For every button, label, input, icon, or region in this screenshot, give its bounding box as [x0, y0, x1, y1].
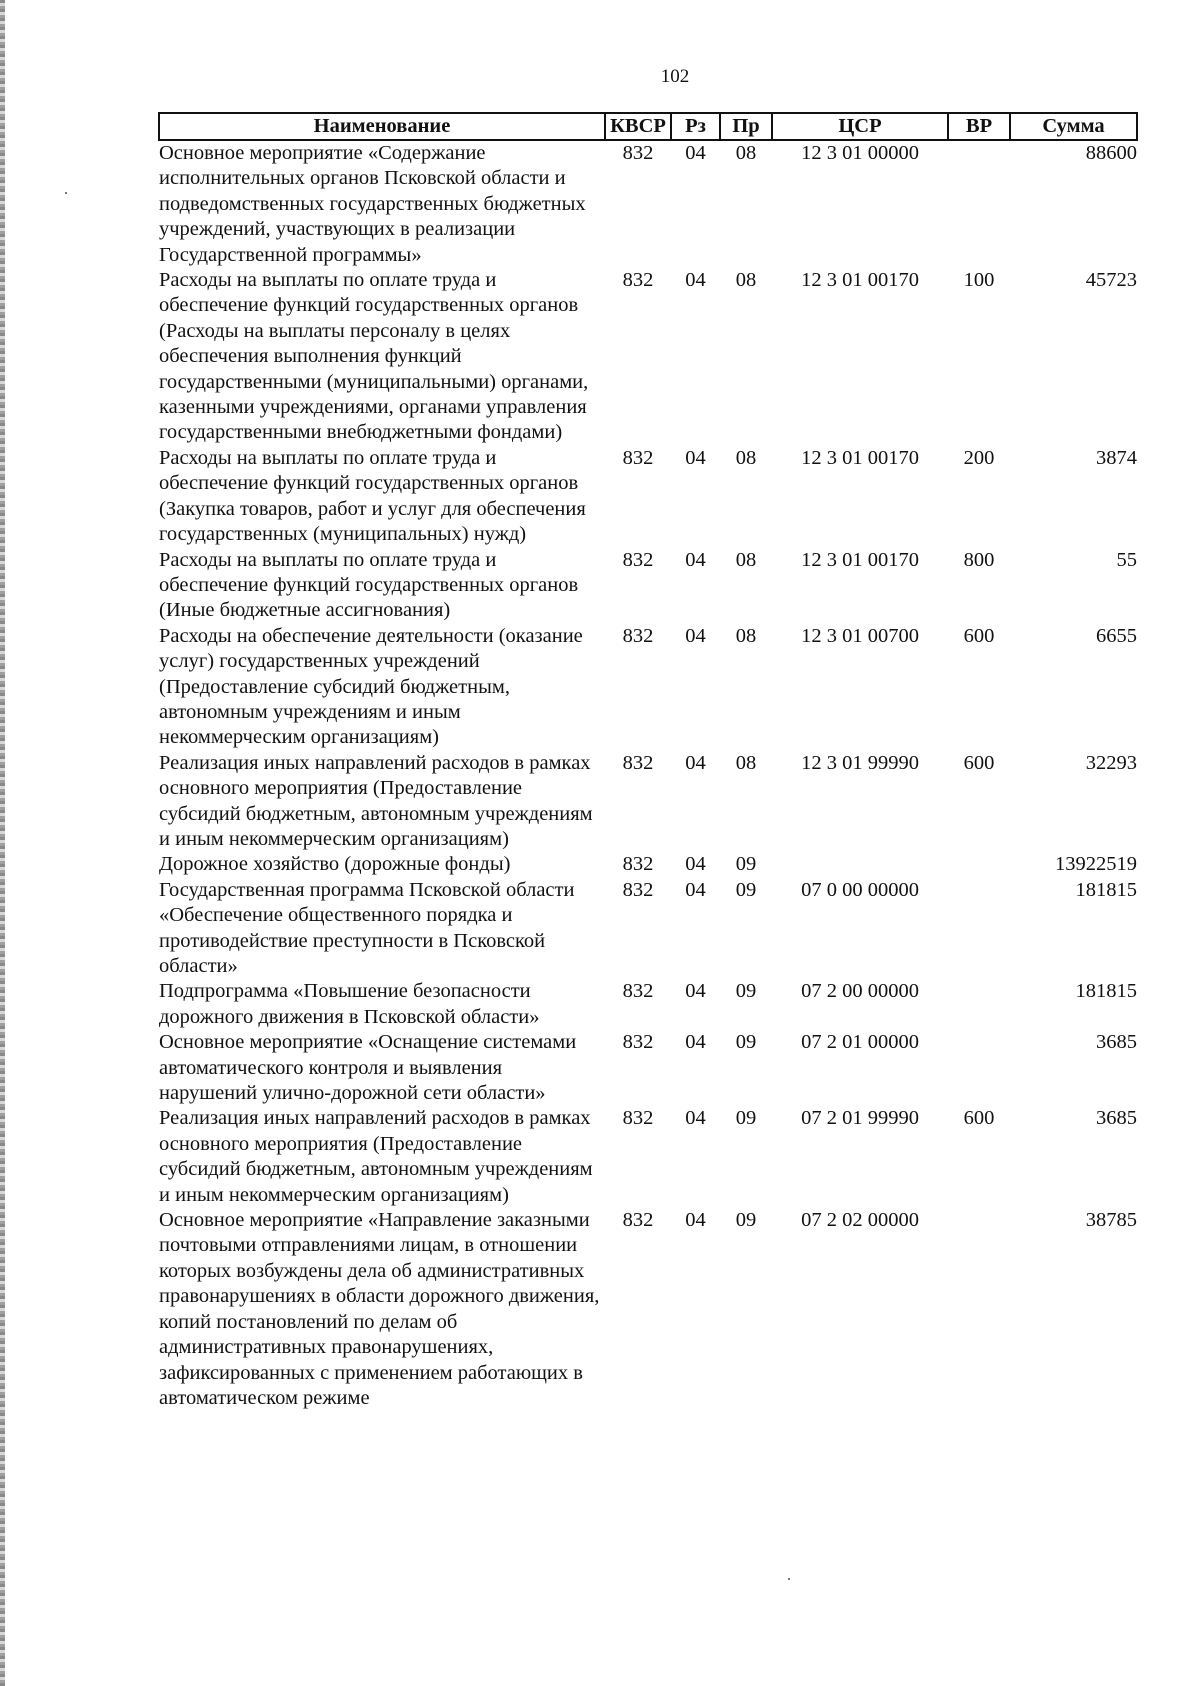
table-row: [159, 878, 1137, 980]
row-csr: 12 3 01 00000: [801, 142, 919, 164]
scan-speck: [788, 1578, 790, 1580]
row-pr: 08: [735, 446, 757, 469]
row-vr: [948, 878, 1010, 980]
row-sum: 3685: [1096, 1107, 1137, 1130]
row-csr: 07 2 00 00000: [801, 980, 919, 1003]
header-kvsr: КВСР: [605, 113, 671, 140]
row-sum: 45723: [1085, 269, 1137, 292]
row-rz: 04: [685, 1031, 706, 1054]
table-row: [159, 1106, 1137, 1208]
table-row: [159, 1030, 1137, 1106]
row-rz: 04: [685, 624, 706, 647]
row-csr: 07 0 00 00000: [801, 878, 919, 901]
row-sum: 38785: [1085, 1209, 1137, 1232]
table-row: [159, 751, 1137, 853]
row-name: Основное мероприятие «Оснащение системами автоматического контроля и выявления нарушений улично-дорожной сети области»: [159, 1031, 577, 1105]
table-row: [159, 446, 1137, 548]
row-csr: 07 2 01 99990: [801, 1107, 919, 1130]
table-row: [159, 268, 1137, 446]
row-csr: 12 3 01 00170: [801, 269, 919, 292]
row-vr: [948, 1208, 1010, 1411]
scan-speck: [65, 192, 67, 194]
row-rz: 04: [685, 446, 706, 469]
row-pr: 09: [735, 853, 757, 876]
row-vr: 800: [963, 548, 995, 571]
row-kvsr: 832: [622, 1031, 654, 1054]
table-header-row: [159, 113, 1137, 140]
row-vr: [948, 140, 1010, 268]
header-csr: ЦСР: [772, 113, 948, 140]
row-name: Подпрограмма «Повышение безопасности дорожного движения в Псковской области»: [159, 980, 540, 1028]
row-csr: 07 2 02 00000: [801, 1209, 919, 1232]
row-csr: 12 3 01 00170: [801, 446, 919, 469]
row-rz: 04: [685, 1209, 706, 1232]
row-csr: 12 3 01 00700: [801, 624, 919, 647]
header-name: Наименование: [159, 113, 605, 140]
row-name: Расходы на выплаты по оплате труда и обеспечение функций государственных органов (Иные бюджетные ассигнования): [159, 548, 579, 622]
row-rz: 04: [685, 878, 706, 901]
row-vr: [948, 1030, 1010, 1106]
row-vr: [948, 852, 1010, 877]
row-rz: 04: [685, 142, 706, 164]
row-vr: 600: [963, 624, 995, 647]
row-kvsr: 832: [622, 269, 654, 292]
row-sum: 32293: [1085, 751, 1137, 774]
row-kvsr: 832: [622, 878, 654, 901]
table-row: [159, 979, 1137, 1030]
page-number: 102: [660, 66, 690, 87]
row-pr: 09: [735, 1209, 757, 1232]
row-rz: 04: [685, 853, 706, 876]
row-vr: 600: [963, 751, 995, 774]
row-csr: 12 3 01 00170: [801, 548, 919, 571]
row-pr: 09: [735, 980, 757, 1003]
scan-edge: [0, 0, 5, 1686]
row-name: Основное мероприятие «Направление заказными почтовыми отправлениями лицам, в отношении которых возбуждены дела об административных правонарушениях в области дорожного движения, копий постановлений по делам об административных правонарушениях, зафиксированных с применением работающих в автоматическом режиме: [159, 1209, 600, 1409]
row-sum: 13922519: [1055, 853, 1137, 876]
row-pr: 08: [735, 269, 757, 292]
header-sum: Сумма: [1010, 113, 1137, 140]
row-name: Основное мероприятие «Содержание исполнительных органов Псковской области и подведомственных государственных бюджетных учреждений, участвующих в реализации Государственной программы»: [159, 142, 586, 266]
row-name: Расходы на выплаты по оплате труда и обеспечение функций государственных органов (Расходы на выплаты персоналу в целях обеспечения выполнения функций государственными (муниципальными) органами, казенными учреждениями, органами управления государственными внебюджетными фондами): [159, 269, 589, 444]
row-name: Реализация иных направлений расходов в рамках основного мероприятия (Предоставление субсидий бюджетным, автономным учреждениям и иным некоммерческим организациям): [159, 751, 593, 850]
row-vr: 100: [963, 269, 995, 292]
row-vr: 600: [963, 1107, 995, 1130]
row-sum: 88600: [1085, 142, 1137, 164]
row-kvsr: 832: [622, 1209, 654, 1232]
header-pr: Пр: [720, 113, 772, 140]
row-pr: 09: [735, 1107, 757, 1130]
table-row: [159, 1208, 1137, 1411]
row-vr: [948, 979, 1010, 1030]
table-row: [159, 624, 1137, 751]
row-sum: 181815: [1075, 980, 1137, 1003]
table-row: [159, 140, 1137, 268]
row-pr: 09: [735, 878, 757, 901]
row-vr: 200: [963, 446, 995, 469]
row-kvsr: 832: [622, 446, 654, 469]
row-pr: 08: [735, 548, 757, 571]
row-name: Расходы на выплаты по оплате труда и обеспечение функций государственных органов (Закупка товаров, работ и услуг для обеспечения государственных (муниципальных) нужд): [159, 446, 586, 546]
row-csr: 07 2 01 00000: [801, 1031, 919, 1054]
row-kvsr: 832: [622, 853, 654, 876]
row-sum: 181815: [1075, 878, 1137, 901]
row-csr: 12 3 01 99990: [801, 751, 919, 774]
row-sum: 6655: [1096, 624, 1137, 647]
row-sum: 55: [1116, 548, 1137, 571]
row-csr: [772, 852, 948, 877]
row-kvsr: 832: [622, 1107, 654, 1130]
row-kvsr: 832: [622, 548, 654, 571]
budget-table: [158, 112, 1138, 1411]
row-name: Реализация иных направлений расходов в рамках основного мероприятия (Предоставление субсидий бюджетным, автономным учреждениям и иным некоммерческим организациям): [159, 1107, 593, 1206]
header-rz: Рз: [671, 113, 720, 140]
row-pr: 08: [735, 751, 757, 774]
row-name: Государственная программа Псковской области «Обеспечение общественного порядка и противодействие преступности в Псковской области»: [159, 878, 575, 977]
row-kvsr: 832: [622, 142, 654, 164]
row-rz: 04: [685, 269, 706, 292]
row-name: Расходы на обеспечение деятельности (оказание услуг) государственных учреждений (Предоставление субсидий бюджетным, автономным учреждениям и иным некоммерческим организациям): [159, 624, 583, 749]
header-vr: ВР: [948, 113, 1010, 140]
table-row: [159, 852, 1137, 877]
row-sum: 3685: [1096, 1031, 1137, 1054]
row-rz: 04: [685, 751, 706, 774]
row-rz: 04: [685, 1107, 706, 1130]
row-sum: 3874: [1096, 446, 1137, 469]
row-pr: 08: [735, 142, 757, 164]
row-name: Дорожное хозяйство (дорожные фонды): [159, 853, 511, 876]
table-row: [159, 548, 1137, 624]
row-kvsr: 832: [622, 751, 654, 774]
row-kvsr: 832: [622, 624, 654, 647]
row-pr: 08: [735, 624, 757, 647]
row-kvsr: 832: [622, 980, 654, 1003]
row-rz: 04: [685, 548, 706, 571]
row-rz: 04: [685, 980, 706, 1003]
row-pr: 09: [735, 1031, 757, 1054]
